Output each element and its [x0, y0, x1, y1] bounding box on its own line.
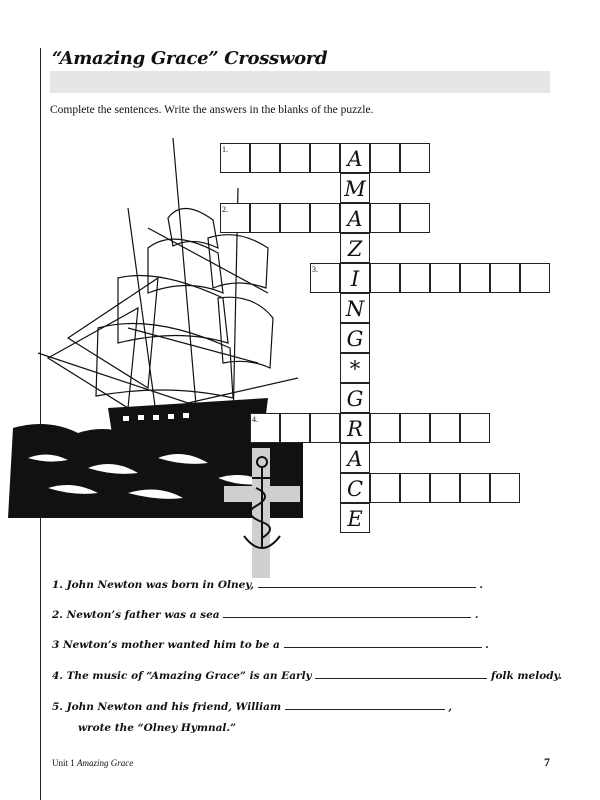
crossword-cell[interactable] [400, 473, 430, 503]
crossword-cell[interactable] [370, 413, 400, 443]
clue-number: 2. [222, 205, 228, 214]
crossword-cell[interactable] [400, 143, 430, 173]
question-5-line2: wrote the “Olney Hymnal.” [78, 722, 237, 734]
crossword-cell[interactable] [460, 413, 490, 443]
crossword-cell[interactable] [250, 203, 280, 233]
crossword-cell[interactable] [370, 263, 400, 293]
crossword-cell[interactable] [370, 143, 400, 173]
question-5-blank[interactable] [285, 699, 445, 710]
question-2 [52, 607, 479, 621]
crossword-cell[interactable] [310, 413, 340, 443]
key-letter-cell: G [340, 323, 370, 353]
question-1-text: 1. John Newton was born in Olney, [52, 579, 255, 591]
question-5-end: , [448, 701, 453, 713]
key-letter-cell: M [340, 173, 370, 203]
crossword-cell[interactable] [280, 143, 310, 173]
crossword-cell[interactable] [250, 143, 280, 173]
question-1 [52, 577, 483, 591]
question-5 [52, 699, 452, 713]
crossword-cell[interactable] [310, 143, 340, 173]
key-letter-cell: Z [340, 233, 370, 263]
footer-unit-title: Amazing Grace [77, 758, 134, 768]
footer-unit-label: Unit 1 [52, 758, 75, 768]
page-number: 7 [544, 755, 550, 769]
question-3-blank[interactable] [284, 637, 482, 648]
crossword-cell[interactable] [310, 203, 340, 233]
question-2-blank[interactable] [223, 607, 471, 618]
question-1-end: . [479, 579, 483, 591]
crossword-cell[interactable] [430, 473, 460, 503]
crossword-cell[interactable] [460, 263, 490, 293]
key-letter-cell: N [340, 293, 370, 323]
crossword-cell[interactable] [370, 203, 400, 233]
question-1-blank[interactable] [258, 577, 476, 588]
crossword-cell[interactable] [400, 413, 430, 443]
clue-number: 3. [312, 265, 318, 274]
crossword-cell[interactable] [430, 263, 460, 293]
question-2-end: . [474, 609, 479, 621]
clue-number: 4. [252, 415, 258, 424]
question-4-text: 4. The music of “Amazing Grace” is an Early [52, 670, 312, 682]
instructions: Complete the sentences. Write the answers in the blanks of the puzzle. [50, 104, 374, 116]
question-5-text: 5. John Newton and his friend, William [52, 701, 282, 713]
page-title: “Amazing Grace” Crossword [52, 48, 328, 69]
footer-unit [52, 758, 133, 768]
crossword-cell[interactable] [520, 263, 550, 293]
key-letter-cell: G [340, 383, 370, 413]
key-letter-cell: E [340, 503, 370, 533]
key-letter-cell: A [340, 143, 370, 173]
key-letter-cell: R [340, 413, 370, 443]
crossword-cell[interactable] [400, 263, 430, 293]
crossword-cell[interactable] [490, 263, 520, 293]
question-4-end: folk melody. [490, 670, 563, 682]
crossword-cell[interactable] [280, 413, 310, 443]
key-letter-cell: A [340, 203, 370, 233]
crossword-cell[interactable] [460, 473, 490, 503]
question-3-text: 3 Newton’s mother wanted him to be a [52, 639, 280, 651]
crossword-cell[interactable] [370, 473, 400, 503]
question-3 [52, 637, 489, 651]
crossword-cell[interactable] [490, 473, 520, 503]
key-letter-cell: * [340, 353, 370, 383]
question-3-end: . [485, 639, 489, 651]
key-letter-cell: A [340, 443, 370, 473]
key-letter-cell: I [340, 263, 370, 293]
question-4-blank[interactable] [315, 668, 487, 679]
question-2-text: 2. Newton’s father was a sea [52, 609, 220, 621]
crossword-cell[interactable] [430, 413, 460, 443]
question-4 [52, 668, 562, 682]
key-letter-cell: C [340, 473, 370, 503]
clue-number: 1. [222, 145, 228, 154]
crossword-cell[interactable] [400, 203, 430, 233]
crossword-cell[interactable] [280, 203, 310, 233]
